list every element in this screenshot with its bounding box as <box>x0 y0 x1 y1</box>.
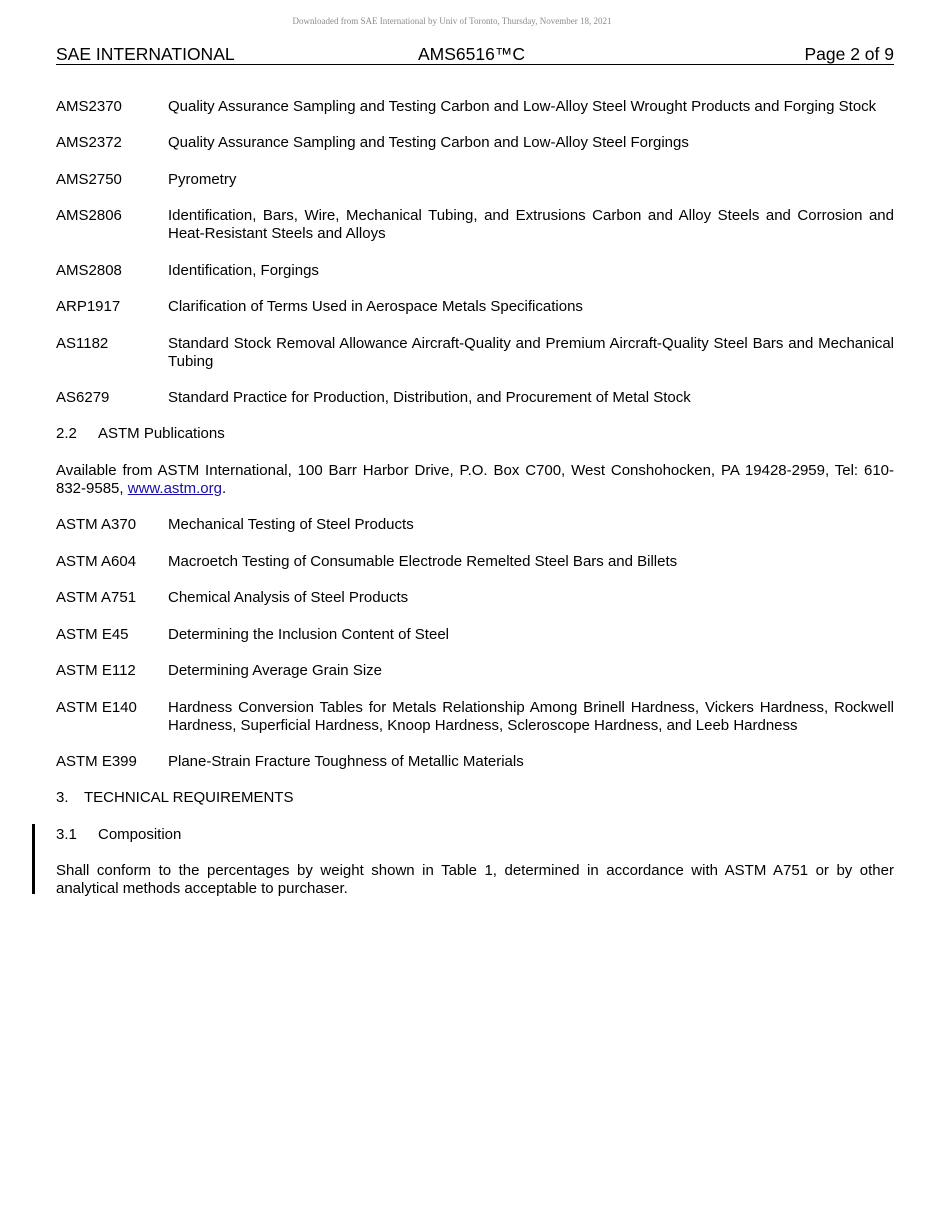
reference-code: AS1182 <box>56 335 109 352</box>
download-notice: Downloaded from SAE International by Univ of Toronto, Thursday, November 18, 2021 <box>292 16 612 26</box>
reference-title: Macroetch Testing of Consumable Electrode Remelted Steel Bars and Billets <box>168 553 678 570</box>
reference-title: Chemical Analysis of Steel Products <box>168 589 409 606</box>
reference-row <box>56 134 894 152</box>
reference-title: Standard Stock Removal Allowance Aircraft-Quality and Premium Aircraft-Quality Steel Bars and Mechanical Tubing <box>168 335 894 370</box>
composition-paragraph: Shall conform to the percentages by weight shown in Table 1, determined in accordance with ASTM A751 or by other analytical methods acceptable to purchaser. <box>56 862 894 897</box>
reference-row <box>56 553 894 571</box>
reference-code: ASTM A604 <box>56 553 137 570</box>
section-title: ASTM Publications <box>98 425 225 442</box>
reference-title: Standard Practice for Production, Distribution, and Procurement of Metal Stock <box>168 389 691 406</box>
section-heading-3 <box>56 789 894 807</box>
section-title: Composition <box>98 826 182 843</box>
reference-row <box>56 335 894 370</box>
reference-row <box>56 589 894 607</box>
reference-title: Clarification of Terms Used in Aerospace Metals Specifications <box>168 298 583 315</box>
header-page-number: Page 2 of 9 <box>804 44 894 64</box>
reference-row <box>56 207 894 242</box>
reference-title: Identification, Bars, Wire, Mechanical Tubing, and Extrusions Carbon and Alloy Steels and Corrosion and Heat-Resistant Steels and Alloys <box>168 207 894 242</box>
reference-code: ASTM E45 <box>56 626 129 643</box>
page-header <box>56 44 894 65</box>
reference-code: AMS2806 <box>56 207 122 224</box>
section-number: 2.2 <box>56 425 77 442</box>
reference-code: AMS2372 <box>56 134 122 151</box>
reference-code: ASTM E112 <box>56 662 136 679</box>
availability-text: Available from ASTM International, 100 Barr Harbor Drive, P.O. Box C700, West Conshohocken, PA 19428-2959, Tel: 610-832-9585, <box>56 462 894 497</box>
reference-code: ASTM E399 <box>56 753 137 770</box>
reference-row <box>56 262 894 280</box>
section-number: 3. <box>56 789 69 806</box>
reference-code: ASTM E140 <box>56 699 137 716</box>
header-document-id: AMS6516™C <box>418 44 525 64</box>
reference-title: Plane-Strain Fracture Toughness of Metallic Materials <box>168 753 524 770</box>
astm-website-link[interactable]: www.astm.org <box>127 479 222 497</box>
section-number: 3.1 <box>56 826 77 843</box>
availability-period: . <box>221 479 227 497</box>
section-heading-2-2 <box>56 425 894 443</box>
reference-row <box>56 662 894 680</box>
reference-code: AMS2370 <box>56 98 122 115</box>
reference-code: ASTM A370 <box>56 516 137 533</box>
astm-availability-paragraph <box>56 462 894 497</box>
reference-row <box>56 298 894 316</box>
reference-title: Determining the Inclusion Content of Steel <box>168 626 449 643</box>
header-organization: SAE INTERNATIONAL <box>56 44 235 64</box>
section-heading-3-1 <box>56 826 894 844</box>
reference-title: Identification, Forgings <box>168 262 319 279</box>
reference-title: Pyrometry <box>168 171 237 188</box>
reference-title: Quality Assurance Sampling and Testing Carbon and Low-Alloy Steel Forgings <box>168 134 689 151</box>
reference-title: Quality Assurance Sampling and Testing Carbon and Low-Alloy Steel Wrought Products and Forging Stock <box>168 98 877 115</box>
reference-row <box>56 699 894 734</box>
reference-row <box>56 753 894 771</box>
reference-row <box>56 171 894 189</box>
reference-code: AS6279 <box>56 389 110 406</box>
reference-row <box>56 389 894 407</box>
reference-title: Mechanical Testing of Steel Products <box>168 516 414 533</box>
reference-title: Hardness Conversion Tables for Metals Relationship Among Brinell Hardness, Vickers Hardness, Rockwell Hardness, Superficial Hardness, Knoop Hardness, Scleroscope Hardness, and Leeb Hardness <box>168 699 894 734</box>
reference-row <box>56 626 894 644</box>
reference-code: ARP1917 <box>56 298 121 315</box>
reference-code: ASTM A751 <box>56 589 137 606</box>
reference-code: AMS2808 <box>56 262 122 279</box>
revision-change-bar <box>32 824 35 894</box>
reference-code: AMS2750 <box>56 171 122 188</box>
reference-title: Determining Average Grain Size <box>168 662 382 679</box>
reference-row <box>56 516 894 534</box>
reference-row <box>56 98 894 116</box>
section-title: TECHNICAL REQUIREMENTS <box>84 789 294 806</box>
